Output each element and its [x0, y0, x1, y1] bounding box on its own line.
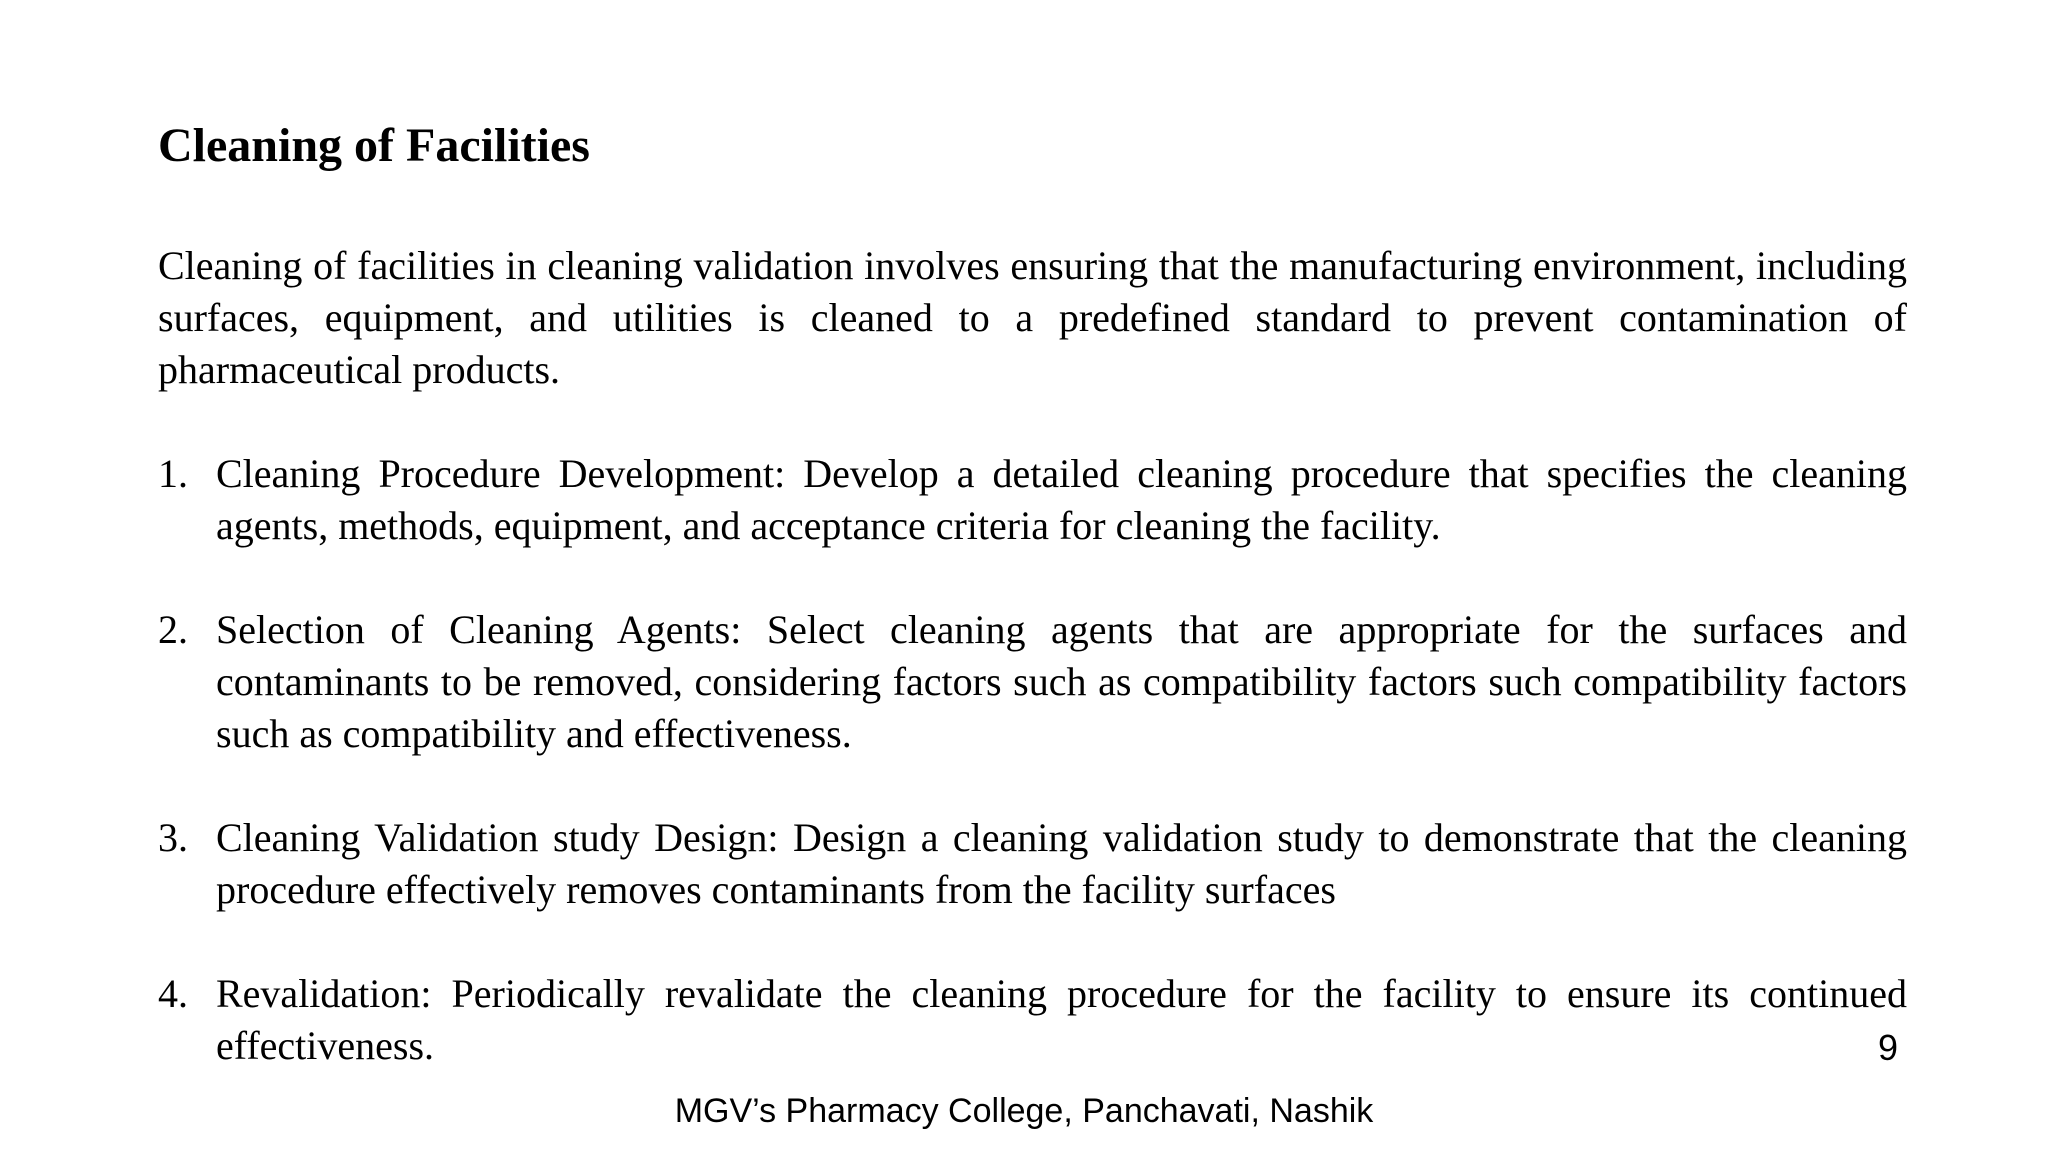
- list-item-number: 4.: [158, 971, 188, 1016]
- list-item: [158, 448, 1907, 552]
- slide-title: Cleaning of Facilities: [158, 119, 590, 172]
- numbered-list: [158, 448, 1907, 1072]
- list-item: [158, 604, 1907, 760]
- footer-institution: MGV’s Pharmacy College, Panchavati, Nashik: [674, 1092, 1374, 1130]
- page-number: 9: [1877, 1027, 1898, 1068]
- slide-content: [158, 240, 1907, 1072]
- list-item-number: 1.: [158, 451, 188, 496]
- list-item-text: Revalidation: Periodically revalidate the cleaning procedure for the facility to ensure its continued effectiveness.: [216, 971, 1907, 1068]
- list-item-text: Cleaning Procedure Development: Develop a detailed cleaning procedure that specifies the cleaning agents, methods, equipment, and acceptance criteria for cleaning the facility.: [216, 451, 1907, 548]
- list-item: [158, 812, 1907, 916]
- list-item-text: Selection of Cleaning Agents: Select cleaning agents that are appropriate for the surfaces and contaminants to be removed, considering factors such as compatibility factors such compatibility factors such as compatibility and effectiveness.: [216, 607, 1907, 756]
- list-item-number: 2.: [158, 607, 188, 652]
- list-item: [158, 968, 1907, 1072]
- intro-paragraph: Cleaning of facilities in cleaning validation involves ensuring that the manufacturing environment, including surfaces, equipment, and utilities is cleaned to a predefined standard to prevent contamination of pharmaceutical products.: [158, 243, 1907, 392]
- list-item-text: Cleaning Validation study Design: Design a cleaning validation study to demonstrate that the cleaning procedure effectively removes contaminants from the facility surfaces: [216, 815, 1907, 912]
- list-item-number: 3.: [158, 815, 188, 860]
